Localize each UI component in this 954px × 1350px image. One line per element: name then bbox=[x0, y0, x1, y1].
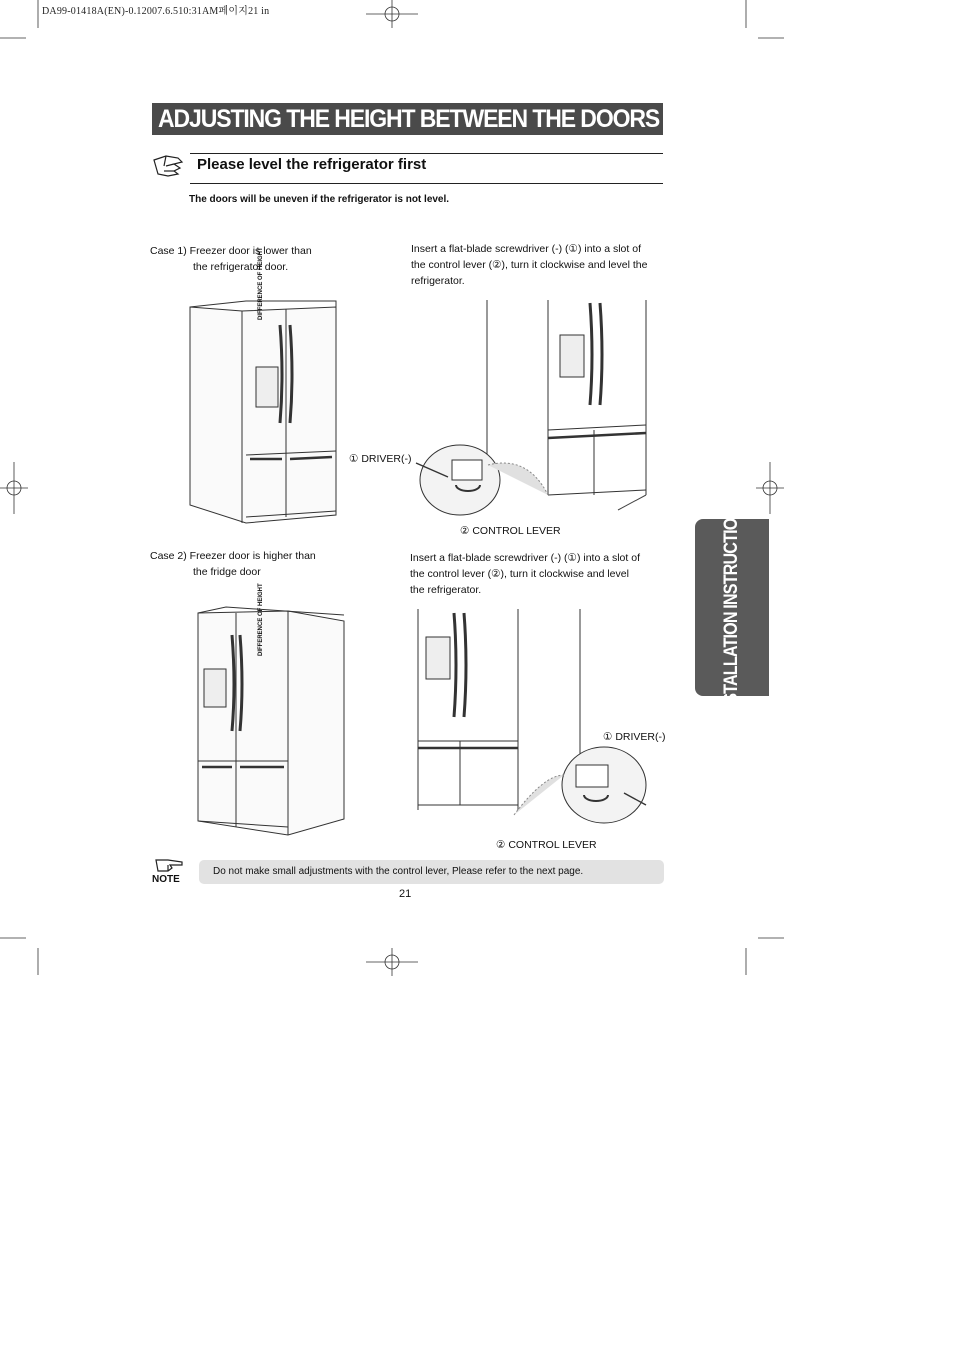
case1-instruction: Insert a flat-blade screwdriver (-) (①) into a slot of the control lever (②), turn it clockwise and level the refrigerator. bbox=[411, 243, 648, 287]
case2-difference-label: DIFFERENCE OF HEIGHT bbox=[258, 583, 264, 656]
case2-fridge-illustration bbox=[196, 605, 356, 835]
note-box: Do not make small adjustments with the control lever, Please refer to the next page. bbox=[199, 860, 664, 884]
subheading: Please level the refrigerator first bbox=[197, 156, 427, 173]
page-number: 21 bbox=[399, 888, 412, 900]
subheading-rule-top bbox=[190, 153, 663, 154]
case1-difference-label: DIFFERENCE OF HEIGHT bbox=[258, 247, 264, 320]
note-label: NOTE bbox=[152, 874, 180, 885]
case2-description: Case 2) Freezer door is higher than the fridge door bbox=[150, 550, 316, 578]
note-hand-icon bbox=[154, 856, 184, 874]
case1-fridge-illustration bbox=[188, 295, 348, 525]
case1-description: Case 1) Freezer door is lower than the refrigerator door. bbox=[150, 245, 312, 273]
case2-instruction: Insert a flat-blade screwdriver (-) (①) into a slot of the control lever (②), turn it clockwise and level the refrigerator. bbox=[410, 552, 640, 596]
subheading-rule-bottom bbox=[190, 183, 663, 184]
page-title: ADJUSTING THE HEIGHT BETWEEN THE DOORS bbox=[152, 103, 663, 135]
case1-lever-callout: ② CONTROL LEVER bbox=[460, 525, 561, 537]
section-side-tab: INSTALLATION INSTRUCTIONS bbox=[695, 519, 769, 696]
case1-detail-illustration bbox=[408, 295, 678, 545]
case2-detail-illustration bbox=[414, 605, 684, 845]
case2-lever-callout: ② CONTROL LEVER bbox=[496, 839, 597, 851]
case2-driver-callout: ① DRIVER(-) bbox=[603, 731, 666, 743]
case1-driver-callout: ① DRIVER(-) bbox=[349, 453, 412, 465]
print-slug: DA99-01418A(EN)-0.12007.6.510:31AM페이지21 in bbox=[42, 6, 270, 17]
lead-text: The doors will be uneven if the refrigerator is not level. bbox=[189, 194, 450, 205]
pointing-hand-icon bbox=[152, 152, 186, 180]
